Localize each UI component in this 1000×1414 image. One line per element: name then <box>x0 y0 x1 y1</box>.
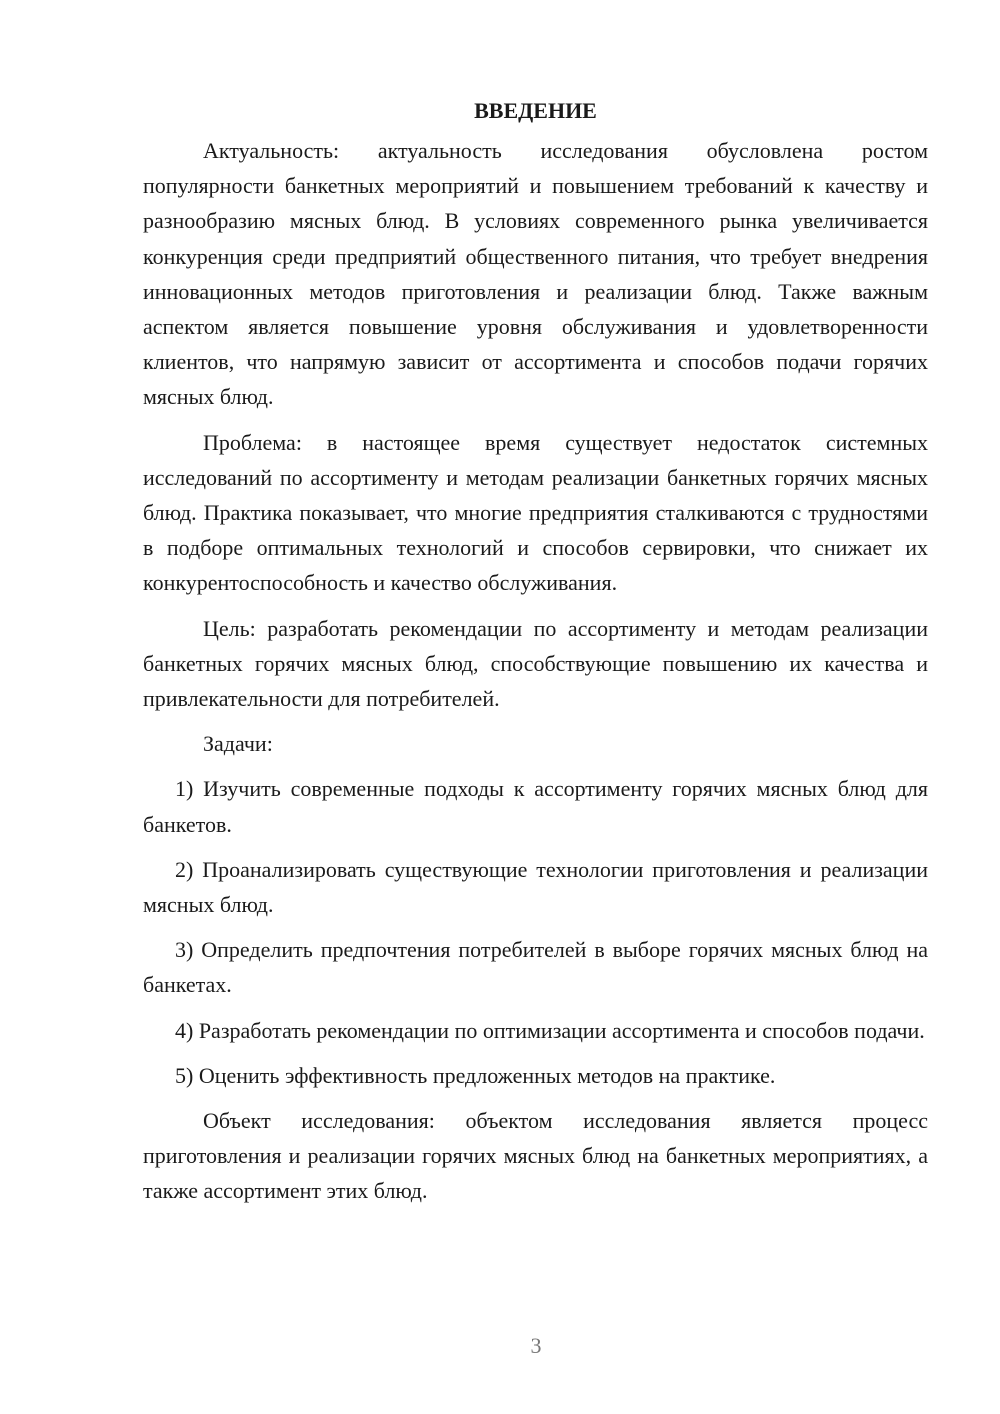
problem-paragraph: Проблема: в настоящее время существует недостаток системных исследований по ассортименту и методам реализации банкетных горячих мясных блюд. Практика показывает, что многие предприятия сталкиваются с трудностями в подборе оптимальных технологий и способов сервировки, что снижает их конкурентоспособность и качество обслуживания. <box>143 429 928 596</box>
relevance-paragraph: Актуальность: актуальность исследования обусловлена ростом популярности банкетных мероприятий и повышением требований к качеству и разнообразию мясных блюд. В условиях современного рынка увеличивается конкуренция среди предприятий общественного питания, что требует внедрения инновационных методов приготовления и реализации блюд. Также важным аспектом является повышение уровня обслуживания и удовлетворенности клиентов, что напрямую зависит от ассортимента и способов подачи горячих мясных блюд. <box>143 138 928 410</box>
section-title: ВВЕДЕНИЕ <box>474 98 597 123</box>
goal-paragraph: Цель: разработать рекомендации по ассортименту и методам реализации банкетных горячих мясных блюд, способствующие повышению их качества и привлекательности для потребителей. <box>143 615 928 712</box>
object-paragraph: Объект исследования: объектом исследования является процесс приготовления и реализации горячих мясных блюд на банкетных мероприятиях, а также ассортимент этих блюд. <box>143 1108 928 1204</box>
task-item-4: 4) Разработать рекомендации по оптимизации ассортимента и способов подачи. <box>175 1017 925 1043</box>
task-item-1: 1) Изучить современные подходы к ассортименту горячих мясных блюд для банкетов. <box>143 776 928 837</box>
task-item-5: 5) Оценить эффективность предложенных методов на практике. <box>175 1062 776 1088</box>
task-item-3: 3) Определить предпочтения потребителей в выборе горячих мясных блюд на банкетах. <box>143 937 928 998</box>
page-number: 3 <box>530 1333 542 1358</box>
page-content <box>143 93 928 1219</box>
task-item-2: 2) Проанализировать существующие технологии приготовления и реализации мясных блюд. <box>143 856 928 918</box>
tasks-heading: Задачи: <box>203 731 273 757</box>
